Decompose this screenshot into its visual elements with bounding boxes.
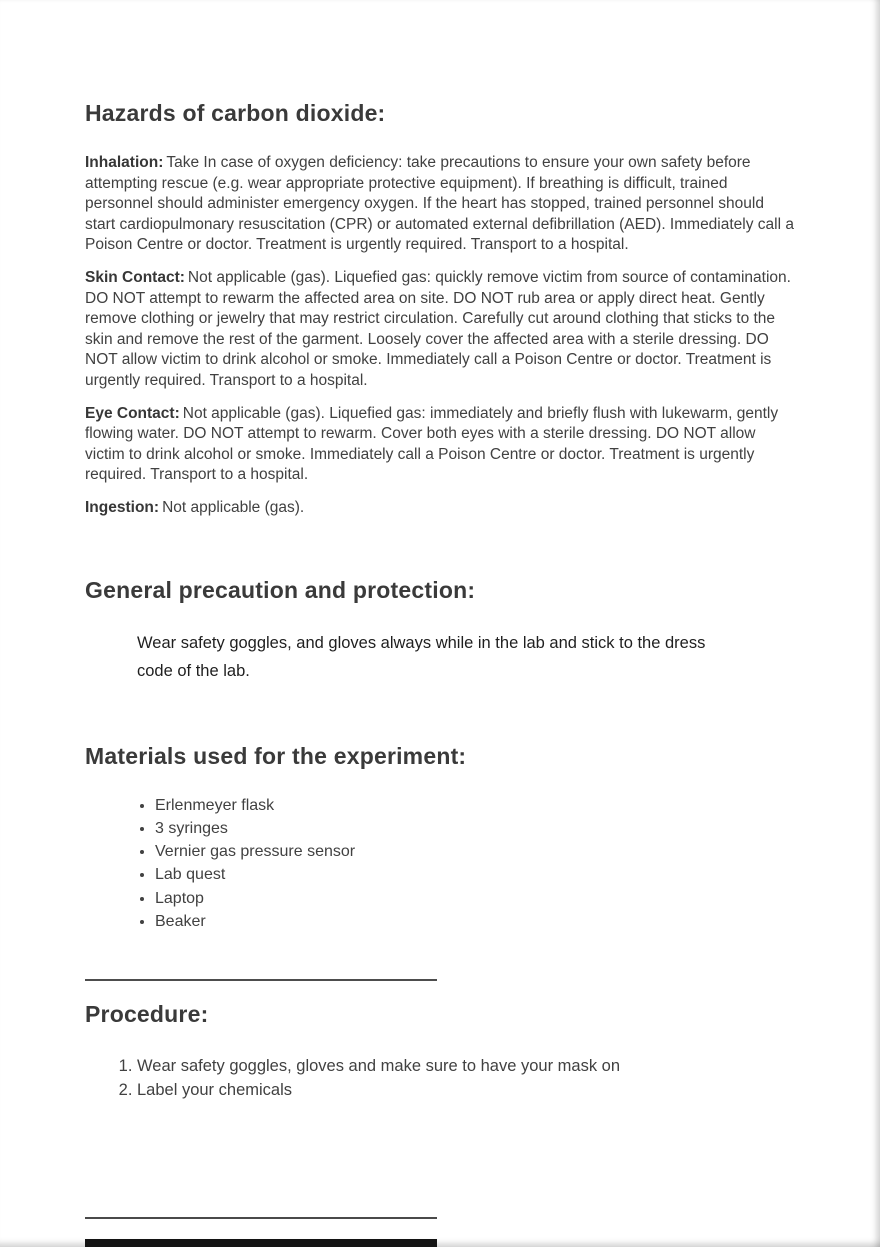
procedure-heading: Procedure: (85, 1001, 209, 1028)
hazard-text-eye-contact: Not applicable (gas). Liquefied gas: immediately and briefly flush with lukewarm, gently flowing water. DO NOT attempt to rewarm. Cover both eyes with a sterile dressing. DO NOT allow victim to drink alcohol or smoke. Immediately call a Poison Centre or doctor. Treatment is urgently required. Transport to a hospital. (85, 404, 779, 484)
list-item: • Beaker (155, 910, 795, 933)
hazard-label-eye-contact: Eye Contact: (85, 404, 180, 422)
hazards-section (85, 100, 795, 519)
hazard-paragraph-skin-contact (85, 268, 795, 392)
hazard-text-ingestion: Not applicable (gas). (162, 498, 305, 516)
hazards-heading: Hazards of carbon dioxide: (85, 100, 386, 126)
list-item: • Vernier gas pressure sensor (155, 840, 795, 863)
general-precaution-section (85, 577, 795, 685)
list-item: • Lab quest (155, 863, 795, 886)
hazard-text-inhalation: Take In case of oxygen deficiency: take precautions to ensure your own safety before attempting rescue (e.g. wear appropriate protective equipment). If breathing is difficult, trained personnel should administer emergency oxygen. If the heart has stopped, trained personnel should start cardiopulmonary resuscitation (CPR) or automated external defibrillation (AED). Immediately call a Poison Centre or doctor. Treatment is urgently required. Transport to a hospital. (85, 154, 794, 254)
list-item: • 3 syringes (155, 817, 795, 840)
materials-heading: Materials used for the experiment: (85, 742, 467, 769)
hazard-text-skin-contact: Not applicable (gas). Liquefied gas: quickly remove victim from source of contamination. DO NOT attempt to rewarm the affected area on site. DO NOT rub area or apply direct heat. Gently remove clothing or jewelry that may restrict circulation. Carefully cut around clothing that sticks to the skin and remove the rest of the garment. Loosely cover the affected area with a sterile dressing. DO NOT allow victim to drink alcohol or smoke. Immediately call a Poison Centre or doctor. Treatment is urgently required. Transport to a hospital. (85, 268, 791, 389)
procedure-section (85, 1001, 795, 1102)
hazard-label-skin-contact: Skin Contact: (85, 268, 185, 286)
procedure-step: 1. Wear safety goggles, gloves and make sure to have your mask on (137, 1054, 795, 1078)
hazard-label-inhalation: Inhalation: (85, 154, 164, 171)
section-divider-line (85, 979, 437, 981)
procedure-list (115, 1054, 795, 1102)
general-precaution-text: Wear safety goggles, and gloves always while in the lab and stick to the dress code of the lab. (137, 633, 706, 680)
materials-section (85, 743, 795, 934)
procedure-step: 2. Label your chemicals (137, 1078, 795, 1102)
next-page-table-edge (85, 1239, 437, 1247)
general-precaution-heading: General precaution and protection: (85, 576, 476, 603)
list-item: • Laptop (155, 887, 795, 910)
list-item: • Erlenmeyer flask (155, 794, 795, 817)
hazard-label-ingestion: Ingestion: (85, 498, 160, 516)
page-bottom-rule (85, 1217, 437, 1219)
hazard-paragraph-inhalation (85, 153, 795, 256)
hazard-paragraph-ingestion (85, 498, 795, 519)
hazard-paragraph-eye-contact (85, 404, 795, 486)
materials-list (137, 794, 795, 934)
